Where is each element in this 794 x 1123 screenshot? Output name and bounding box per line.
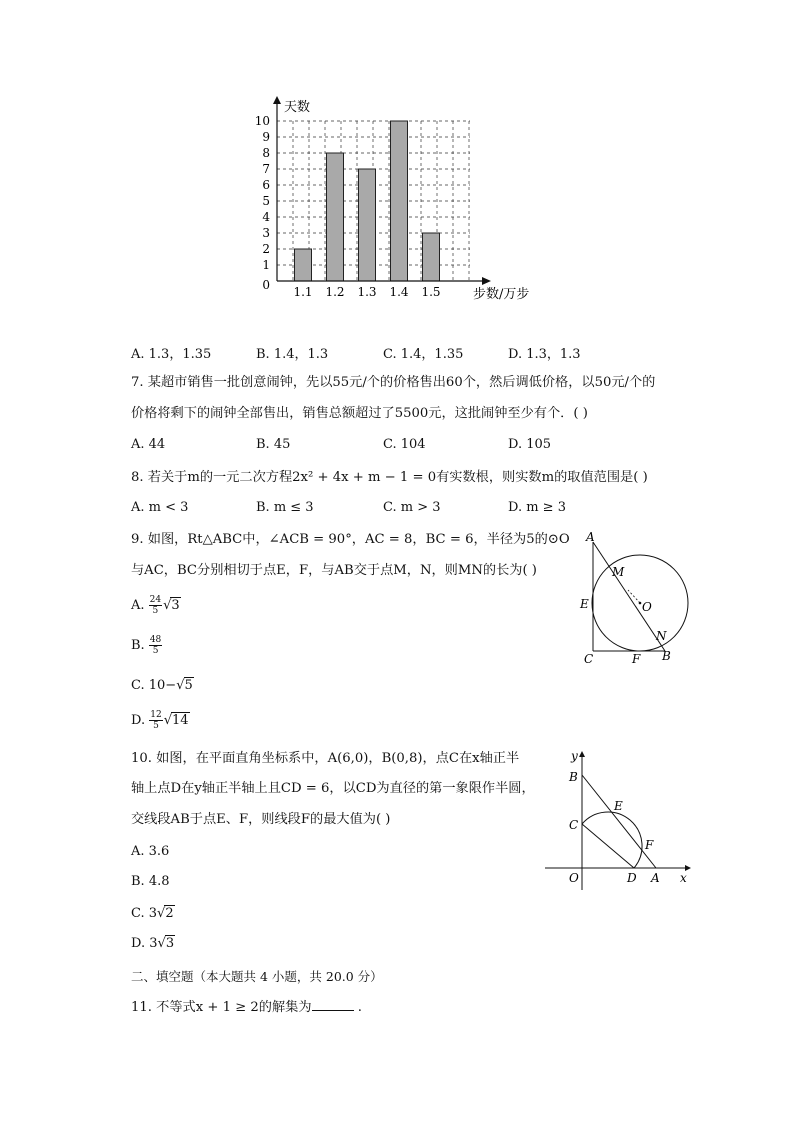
bar-1.5 — [423, 233, 440, 281]
x-tick-label: 1.3 — [357, 285, 377, 299]
q10-label-d: D — [627, 871, 637, 885]
q9-option-c[interactable] — [131, 677, 194, 693]
x-tick-label: 1.4 — [389, 285, 409, 299]
y-tick-label: 5 — [262, 194, 270, 208]
x-axis-label: 步数/万步 — [473, 287, 530, 302]
q9-d-radicand: 14 — [171, 713, 189, 728]
q10-c-pre: 3 — [148, 906, 158, 921]
q11-stem — [131, 997, 362, 1019]
q10-option-a[interactable]: A. 3.6 — [131, 844, 170, 859]
q10-label-f: F — [645, 838, 654, 852]
q10-option-c-letter: C. — [131, 906, 145, 921]
q9-label-b: B — [662, 649, 671, 663]
q8-option-d[interactable]: D. m ≥ 3 — [508, 500, 566, 515]
q7-stem-line1: 7. 某超市销售一批创意闹钟，先以55元/个的价格售出60个，然后调低价格，以50元/个的 — [131, 375, 656, 390]
q10-option-d-letter: D. — [131, 936, 146, 951]
q9-d-sqrt-sign: √ — [163, 713, 172, 728]
y-tick-label: 0 — [262, 278, 270, 292]
y-tick-label: 4 — [262, 210, 270, 224]
q10-d-pre: 3 — [149, 936, 158, 951]
q9-d-numerator: 12 — [150, 710, 162, 720]
x-tick-label: 1.1 — [293, 285, 313, 299]
q9-option-a-fraction — [149, 595, 162, 616]
q9-stem-line1: 9. 如图，Rt△ABC中，∠ACB = 90°，AC = 8，BC = 6，半径为5的⊙O — [131, 532, 570, 547]
q9-option-c-letter: C. — [131, 678, 145, 693]
q9-label-c: C — [584, 652, 594, 665]
q10-d-sqrt-sign: √ — [157, 936, 166, 951]
q9-a-denominator: 5 — [152, 606, 159, 616]
q7-option-d[interactable]: D. 105 — [508, 437, 552, 452]
q7-option-a[interactable]: A. 44 — [131, 437, 166, 452]
q9-option-a-letter: A. — [131, 598, 145, 613]
q9-option-d[interactable] — [131, 710, 190, 731]
q9-c-radicand: 5 — [184, 678, 193, 693]
q11-period: . — [357, 1000, 362, 1015]
q6-option-c[interactable]: C. 1.4，1.35 — [383, 347, 464, 362]
q9-dashed-radius — [628, 590, 640, 603]
x-axis-arrow — [482, 277, 491, 285]
q9-b-denominator: 5 — [152, 646, 159, 656]
q9-label-m: M — [612, 565, 625, 579]
y-tick-label: 9 — [262, 130, 270, 144]
y-axis-arrow — [273, 96, 281, 104]
q9-a-sqrt-sign: √ — [163, 598, 172, 613]
bar-1.4 — [391, 121, 408, 281]
q9-option-a[interactable] — [131, 595, 181, 616]
q6-option-d[interactable]: D. 1.3，1.3 — [508, 347, 581, 362]
q10-c-radicand: 2 — [165, 906, 174, 921]
q10-label-e: E — [614, 799, 623, 813]
y-axis-label: 天数 — [284, 100, 311, 115]
q9-a-numerator: 24 — [149, 595, 162, 605]
q9-c-pre: 10− — [148, 678, 177, 693]
q9-d-denominator: 5 — [153, 721, 159, 731]
x-tick-label: 1.2 — [325, 285, 345, 299]
y-tick-label: 7 — [262, 162, 270, 176]
section-title-fill-in: 二、填空题（本大题共 4 小题，共 20.0 分） — [131, 969, 383, 984]
bar-1.3 — [359, 169, 376, 281]
q9-option-b-fraction — [149, 635, 162, 656]
q7-stem-line2: 价格将剩下的闹钟全部售出，销售总额超过了5500元，这批闹钟至少有个．( ) — [131, 406, 588, 421]
q10-label-b: B — [569, 770, 578, 784]
q8-option-c[interactable]: C. m > 3 — [383, 500, 441, 515]
q9-a-radicand: 3 — [171, 598, 180, 613]
q10-label-o: O — [569, 871, 579, 885]
q9-center-dot — [639, 602, 642, 605]
q9-option-d-fraction — [149, 710, 162, 731]
bar-chart — [250, 90, 550, 315]
q11-answer-blank[interactable] — [312, 998, 354, 1011]
q9-option-b-letter: B. — [131, 638, 145, 653]
q10-label-a: A — [651, 871, 660, 885]
q10-coordinate-figure — [535, 742, 695, 892]
q9-b-numerator: 48 — [149, 635, 162, 645]
q9-label-e: E — [580, 597, 589, 611]
q9-option-d-letter: D. — [131, 713, 146, 728]
q9-c-sqrt-sign: √ — [176, 678, 185, 693]
q7-option-b[interactable]: B. 45 — [256, 437, 291, 452]
q8-stem: 8. 若关于m的一元二次方程2x² + 4x + m − 1 = 0有实数根，则实数m的取值范围是( ) — [131, 470, 648, 485]
q6-option-a[interactable]: A. 1.3，1.35 — [131, 347, 212, 362]
q10-d-radicand: 3 — [165, 936, 175, 951]
q10-semicircle — [582, 812, 642, 868]
q9-geometry-figure — [570, 525, 700, 665]
q10-segment-ab — [582, 775, 656, 868]
q10-stem-line3: 交线段AB于点E、F，则线段F的最大值为( ) — [131, 812, 391, 827]
y-tick-label: 6 — [262, 178, 270, 192]
q10-label-c: C — [569, 818, 579, 832]
q9-label-n: N — [656, 629, 667, 643]
bar-1.1 — [295, 249, 312, 281]
q9-label-o: O — [642, 600, 652, 614]
y-tick-label: 10 — [254, 114, 270, 128]
q11-text: 11. 不等式x + 1 ≥ 2的解集为 — [131, 1000, 312, 1015]
q10-option-c[interactable] — [131, 905, 175, 921]
q10-option-b[interactable]: B. 4.8 — [131, 874, 170, 889]
q10-label-y: y — [571, 749, 578, 763]
q8-option-b[interactable]: B. m ≤ 3 — [256, 500, 314, 515]
q7-option-c[interactable]: C. 104 — [383, 437, 426, 452]
y-tick-label: 8 — [262, 146, 270, 160]
q6-option-b[interactable]: B. 1.4，1.3 — [256, 347, 329, 362]
x-tick-label: 1.5 — [421, 285, 441, 299]
q10-option-d[interactable] — [131, 935, 175, 951]
y-tick-label: 1 — [262, 258, 270, 272]
q10-stem-line1: 10. 如图，在平面直角坐标系中，A(6,0)，B(0,8)，点C在x轴正半 — [131, 751, 520, 766]
q10-c-sqrt-sign: √ — [157, 906, 166, 921]
q8-option-a[interactable]: A. m < 3 — [131, 500, 189, 515]
y-tick-label: 2 — [262, 242, 270, 256]
q9-option-b[interactable] — [131, 635, 163, 656]
q10-stem-line2: 轴上点D在y轴正半轴上且CD = 6，以CD为直径的第一象限作半圆， — [131, 781, 535, 796]
q9-label-a: A — [586, 530, 595, 544]
y-tick-label: 3 — [262, 226, 270, 240]
q9-label-f: F — [632, 652, 641, 665]
q9-stem-line2: 与AC，BC分别相切于点E，F，与AB交于点M，N，则MN的长为( ) — [131, 563, 537, 578]
q10-label-x: x — [680, 871, 687, 885]
bar-1.2 — [327, 153, 344, 281]
